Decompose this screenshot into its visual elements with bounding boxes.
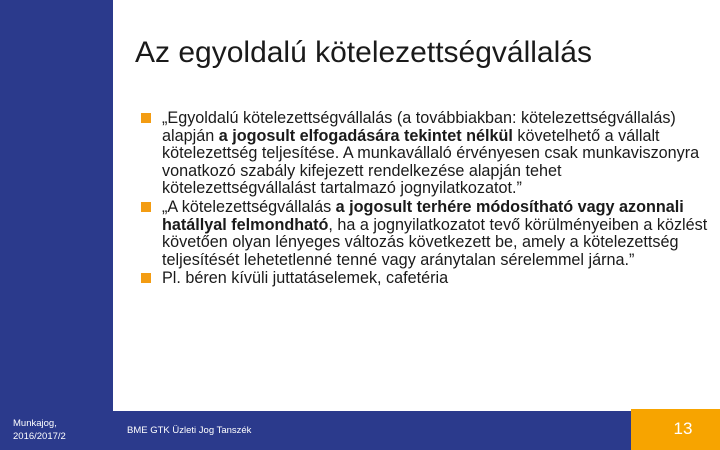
bullet-text-bold: a jogosult elfogadására tekintet nélkül	[218, 126, 513, 145]
page-number-box	[631, 409, 720, 450]
left-sidebar	[0, 0, 113, 450]
bullet-square-icon	[141, 273, 151, 283]
bullet-text	[162, 270, 710, 288]
course-label: Munkajog, 2016/2017/2	[13, 418, 66, 442]
bullet-item	[140, 110, 710, 198]
bullet-square-icon	[141, 202, 151, 212]
bullet-text-segment: „A kötelezettségvállalás	[162, 197, 336, 216]
bullet-item	[140, 199, 710, 269]
bullet-square-icon	[141, 113, 151, 123]
bullet-text-segment: követelhető a vállalt kötelezettség teljesítése. A munkavállaló érvényesen csak munkaviszonyra vonatkozó szabály kifejezett rendelkezése alapján tehet kötelezettségvállalást tartalmazó jognyilatkozatot.”	[162, 126, 700, 198]
page-number: 13	[673, 419, 693, 438]
bullet-text	[162, 110, 710, 198]
bullet-item	[140, 270, 710, 288]
bullet-text-bold: a jogosult terhére módosítható vagy azonnali hatállyal felmondható	[162, 197, 684, 234]
footer-divider	[115, 409, 631, 411]
slide-title: Az egyoldalú kötelezettségvállalás	[135, 36, 592, 69]
slide-content	[140, 110, 710, 289]
bullet-text	[162, 199, 710, 269]
bullet-text-segment: „Egyoldalú kötelezettségvállalás (a továbbiakban: kötelezettségvállalás) alapján	[162, 109, 676, 145]
department-label: BME GTK Üzleti Jog Tanszék	[127, 425, 252, 436]
bullet-text-segment: , ha a jognyilatkozatot tevő körülményeiben a közlést követően olyan lényeges változás következett be, amely a kötelezettség teljesítését lehetetlenné tenné vagy aránytalan sérelemmel járna.”	[162, 215, 708, 269]
bullet-text-segment: Pl. béren kívüli juttatáselemek, cafetéria	[162, 269, 449, 288]
